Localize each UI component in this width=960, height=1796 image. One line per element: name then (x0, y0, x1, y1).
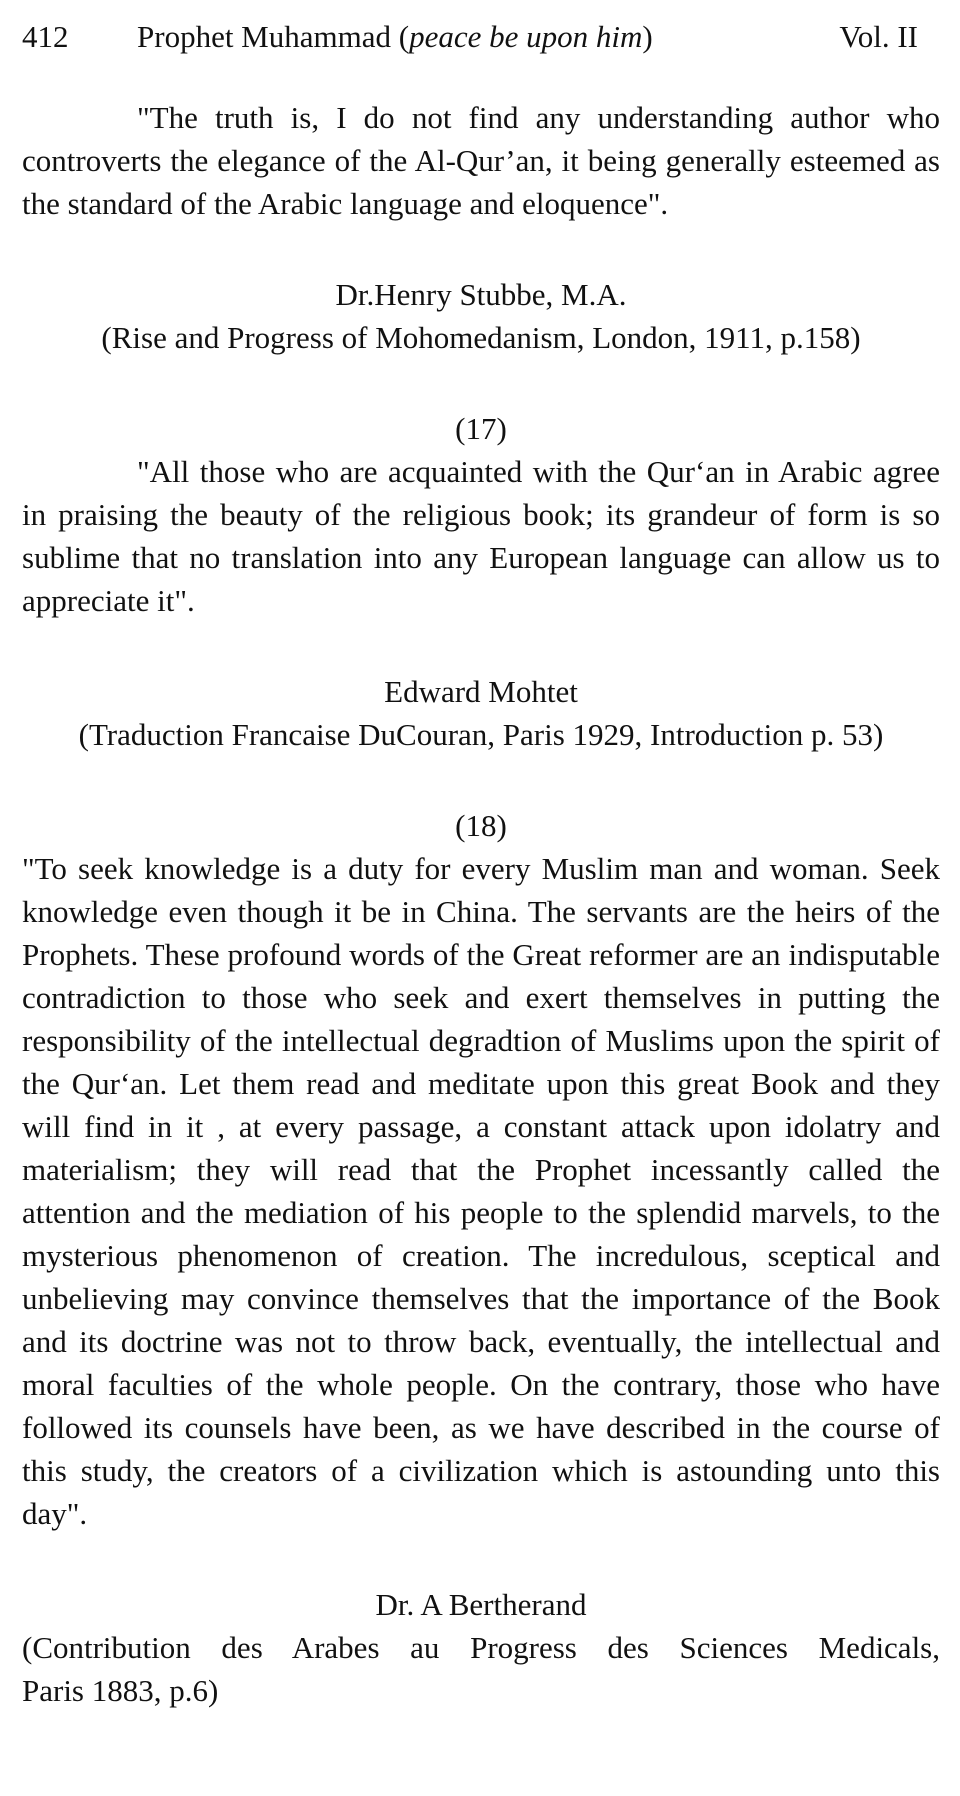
running-header (22, 0, 940, 66)
quote-author: Dr.Henry Stubbe, M.A. (335, 277, 627, 312)
quote-source: (Contribution des Arabes au Progress des Sciences Medicals, (22, 1630, 940, 1665)
page-number: 412 (22, 19, 69, 54)
quote-number: (17) (455, 411, 507, 446)
quote-author: Dr. A Bertherand (375, 1587, 587, 1622)
quote-source: (Rise and Progress of Mohomedanism, London, 1911, p.158) (101, 320, 861, 355)
quote-author: Edward Mohtet (384, 674, 578, 709)
quote-text: "To seek knowledge is a duty for every Muslim man and woman. Seek knowledge even though it be in China. The servants are the heirs of the Prophets. These profound words of the Great reformer are an indisputable contradiction to those who seek and exert themselves in putting the responsibility of the intellectual degradtion of Muslims upon the spirit of the Qur‘an. Let them read and meditate upon this great Book and they will find in it , at every passage, a constant attack upon idolatry and materialism; they will read that the Prophet incessantly called the attention and the mediation of his people to the splendid marvels, to the mysterious phenomenon of creation. The incredulous, sceptical and unbelieving may convince themselves that the importance of the Book and its doctrine was not to throw back, eventually, the intellectual and moral faculties of the whole people. On the contrary, those who have followed its counsels have been, as we have described in the course of this study, the creators of a civilization which is astounding unto this day". (22, 851, 940, 1531)
quote-source-continued: Paris 1883, p.6) (22, 1673, 219, 1708)
book-title-plain: Prophet Muhammad ( (137, 19, 410, 54)
book-title-italic: peace be upon him (409, 19, 643, 54)
quote-source: (Traduction Francaise DuCouran, Paris 1929, Introduction p. 53) (78, 717, 884, 752)
quote-text: "The truth is, I do not find any understanding author who controverts the elegance of the Al-Qur’an, it being generally esteemed as the standard of the Arabic language and eloquence". (22, 100, 940, 221)
book-title-close: ) (642, 19, 653, 54)
quote-text: "All those who are acquainted with the Qur‘an in Arabic agree in praising the beauty of the religious book; its grandeur of form is so sublime that no translation into any European language can allow us to appreciate it". (22, 454, 940, 618)
quote-number: (18) (455, 808, 507, 843)
volume-label: Vol. II (839, 19, 918, 54)
document-page (22, 0, 940, 1712)
book-title (137, 8, 653, 66)
